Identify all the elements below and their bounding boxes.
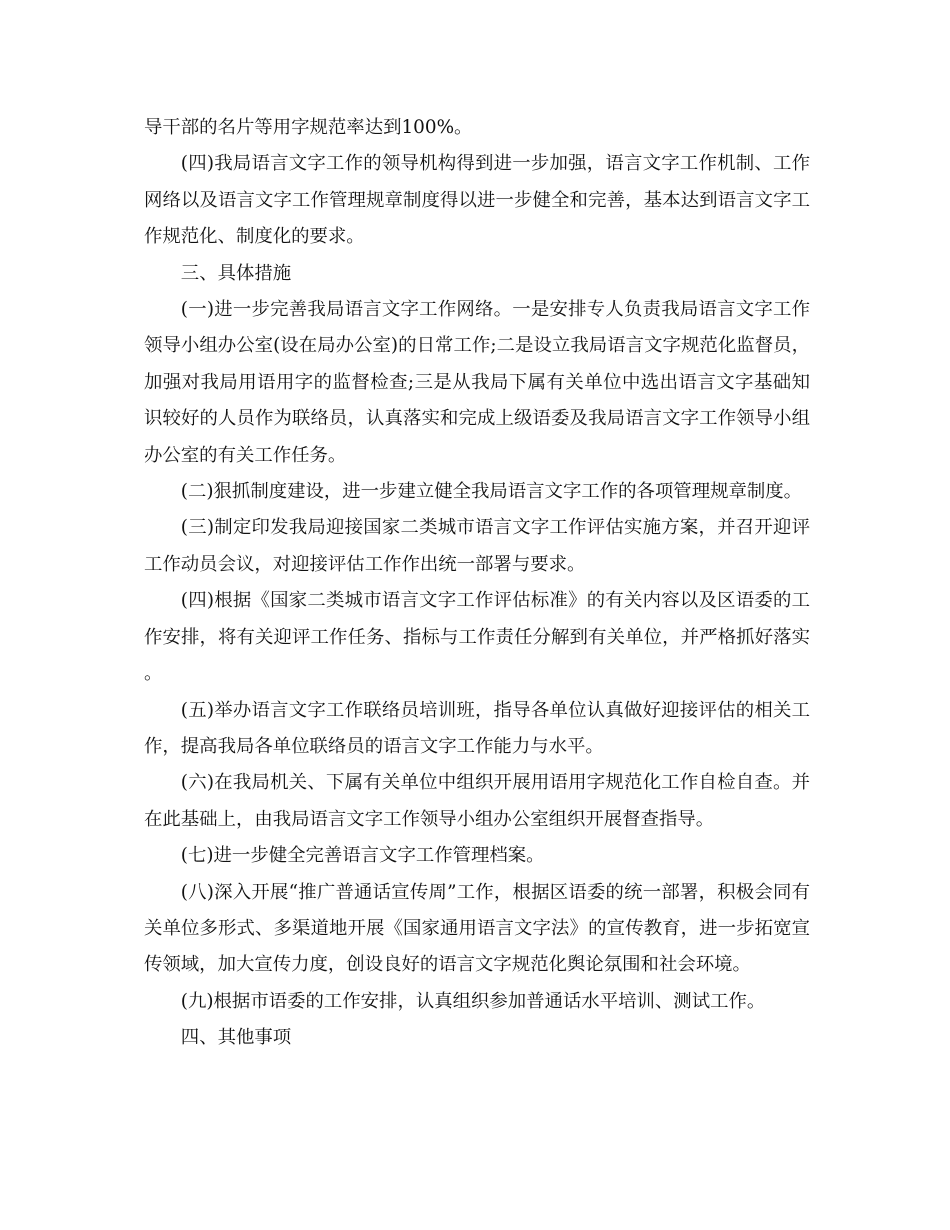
measure-item-3: (三)制定印发我局迎接国家二类城市语言文字工作评估实施方案，并召开迎评工作动员会议，对迎接评估工作作出统一部署与要求。 [144,517,810,575]
section-heading-other-matters: 四、其他事项 [180,1027,292,1049]
measure-item-2: (二)狠抓制度建设，进一步建立健全我局语言文字工作的各项管理规章制度。 [180,481,803,503]
measure-item-4: (四)根据《国家二类城市语言文字工作评估标准》的有关内容以及区语委的工作安排，将有关迎评工作任务、指标与工作责任分解到有关单位，并严格抓好落实。 [144,590,810,685]
measure-item-5: (五)举办语言文字工作联络员培训班，指导各单位认真做好迎接评估的相关工作，提高我局各单位联络员的语言文字工作能力与水平。 [144,699,810,757]
measure-item-9: (九)根据市语委的工作安排，认真组织参加普通话水平培训、测试工作。 [180,990,766,1012]
measure-item-6: (六)在我局机关、下属有关单位中组织开展用语用字规范化工作自检自查。并在此基础上，由我局语言文字工作领导小组办公室组织开展督查指导。 [144,772,810,830]
paragraph-continuation: 导干部的名片等用字规范率达到100%。 [144,117,473,138]
measure-item-8: (八)深入开展“推广普通话宣传周”工作，根据区语委的统一部署，积极会同有关单位多形式、多渠道地开展《国家通用语言文字法》的宣传教育，进一步拓宽宣传领域，加大宣传力度，创设良好的语言文字规范化舆论氛围和社会环境。 [144,881,810,976]
measure-item-7: (七)进一步健全完善语言文字工作管理档案。 [180,845,545,867]
measure-item-1: (一)进一步完善我局语言文字工作网络。一是安排专人负责我局语言文字工作领导小组办公室(设在局办公室)的日常工作;二是设立我局语言文字规范化监督员，加强对我局用语用字的监督检查;三是从我局下属有关单位中选出语言文字基础知识较好的人员作为联络员，认真落实和完成上级语委及我局语言文字工作领导小组办公室的有关工作任务。 [144,299,810,466]
document-page [144,110,810,1057]
section-heading-specific-measures: 三、具体措施 [180,262,292,284]
paragraph-item-4: (四)我局语言文字工作的领导机构得到进一步加强，语言文字工作机制、工作网络以及语言文字工作管理规章制度得以进一步健全和完善，基本达到语言文字工作规范化、制度化的要求。 [144,153,810,248]
